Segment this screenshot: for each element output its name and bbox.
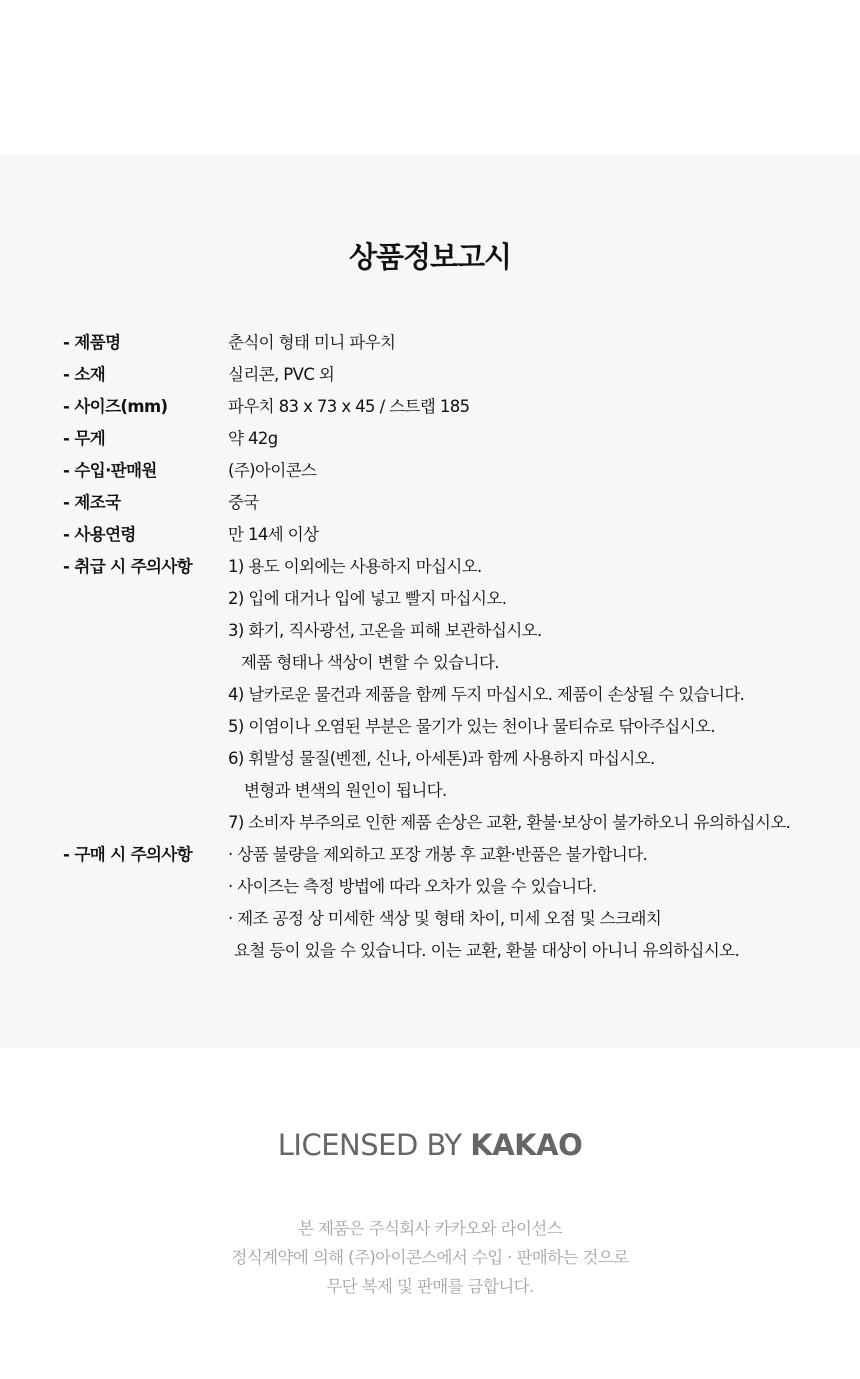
info-row-importer [63, 455, 843, 487]
info-values [228, 487, 843, 519]
info-row-age [63, 519, 843, 551]
license-section [0, 1048, 860, 1379]
info-row-handling-caution [63, 551, 843, 839]
license-heading [0, 1128, 860, 1162]
info-values [228, 327, 843, 359]
info-value: 2) 입에 대거나 입에 넣고 빨지 마십시오. [228, 589, 507, 608]
info-value: 6) 휘발성 물질(벤젠, 신나, 아세톤)과 함께 사용하지 마십시오. [228, 749, 655, 768]
info-values [228, 839, 843, 967]
info-value: 7) 소비자 부주의로 인한 제품 손상은 교환, 환불·보상이 불가하오니 유의하십시오. [228, 813, 791, 832]
info-value: 중국 [228, 493, 259, 512]
info-value: 요철 등이 있을 수 있습니다. 이는 교환, 환불 대상이 아니니 유의하십시오. [234, 941, 740, 960]
license-notice-line: 정식계약에 의해 (주)아이콘스에서 수입 · 판매하는 것으로 [231, 1248, 629, 1267]
info-values [228, 423, 843, 455]
info-label: - 수입·판매원 [63, 461, 157, 480]
top-spacer [0, 0, 860, 155]
info-row-country [63, 487, 843, 519]
info-label: - 사용연령 [63, 525, 136, 544]
info-value: 4) 날카로운 물건과 제품을 함께 두지 마십시오. 제품이 손상될 수 있습니다. [228, 685, 745, 704]
info-values [228, 391, 843, 423]
product-info-list [63, 327, 843, 967]
info-row-material [63, 359, 843, 391]
info-value: 약 42g [228, 429, 278, 448]
license-notice [0, 1214, 860, 1301]
license-notice-line: 본 제품은 주식회사 카카오와 라이선스 [297, 1219, 562, 1238]
info-row-weight [63, 423, 843, 455]
license-brand: KAKAO [470, 1128, 583, 1162]
info-label: - 소재 [63, 365, 106, 384]
info-value: · 상품 불량을 제외하고 포장 개봉 후 교환·반품은 불가합니다. [228, 845, 648, 864]
info-value: 춘식이 형태 미니 파우치 [228, 333, 396, 352]
license-notice-line: 무단 복제 및 판매를 금합니다. [326, 1277, 534, 1296]
info-row-size [63, 391, 843, 423]
info-row-product-name [63, 327, 843, 359]
info-values [228, 519, 843, 551]
info-value: 3) 화기, 직사광선, 고온을 피해 보관하십시오. [228, 621, 542, 640]
info-values [228, 359, 843, 391]
info-value: · 사이즈는 측정 방법에 따라 오차가 있을 수 있습니다. [228, 877, 597, 896]
info-label: - 취급 시 주의사항 [63, 557, 193, 576]
info-value: 실리콘, PVC 외 [228, 365, 335, 384]
info-label: - 무게 [63, 429, 106, 448]
info-row-purchase-caution [63, 839, 843, 967]
info-value: · 제조 공정 상 미세한 색상 및 형태 차이, 미세 오점 및 스크래치 [228, 909, 662, 928]
product-info-title: 상품정보고시 [348, 240, 512, 274]
info-value: 5) 이염이나 오염된 부분은 물기가 있는 천이나 물티슈로 닦아주십시오. [228, 717, 716, 736]
info-label: - 구매 시 주의사항 [63, 845, 193, 864]
info-value: 만 14세 이상 [228, 525, 319, 544]
info-label: - 제품명 [63, 333, 121, 352]
license-prefix: LICENSED BY [277, 1128, 471, 1162]
info-values [228, 455, 843, 487]
info-value: 파우치 83 x 73 x 45 / 스트랩 185 [228, 397, 470, 416]
info-value: 1) 용도 이외에는 사용하지 마십시오. [228, 557, 482, 576]
info-values [228, 551, 843, 839]
info-label: - 제조국 [63, 493, 121, 512]
info-value: 제품 형태나 색상이 변할 수 있습니다. [241, 653, 499, 672]
info-label: - 사이즈(mm) [63, 397, 168, 416]
product-info-notice [0, 155, 860, 1048]
info-value: 변형과 변색의 원인이 됩니다. [244, 781, 447, 800]
info-value: (주)아이콘스 [228, 461, 317, 480]
